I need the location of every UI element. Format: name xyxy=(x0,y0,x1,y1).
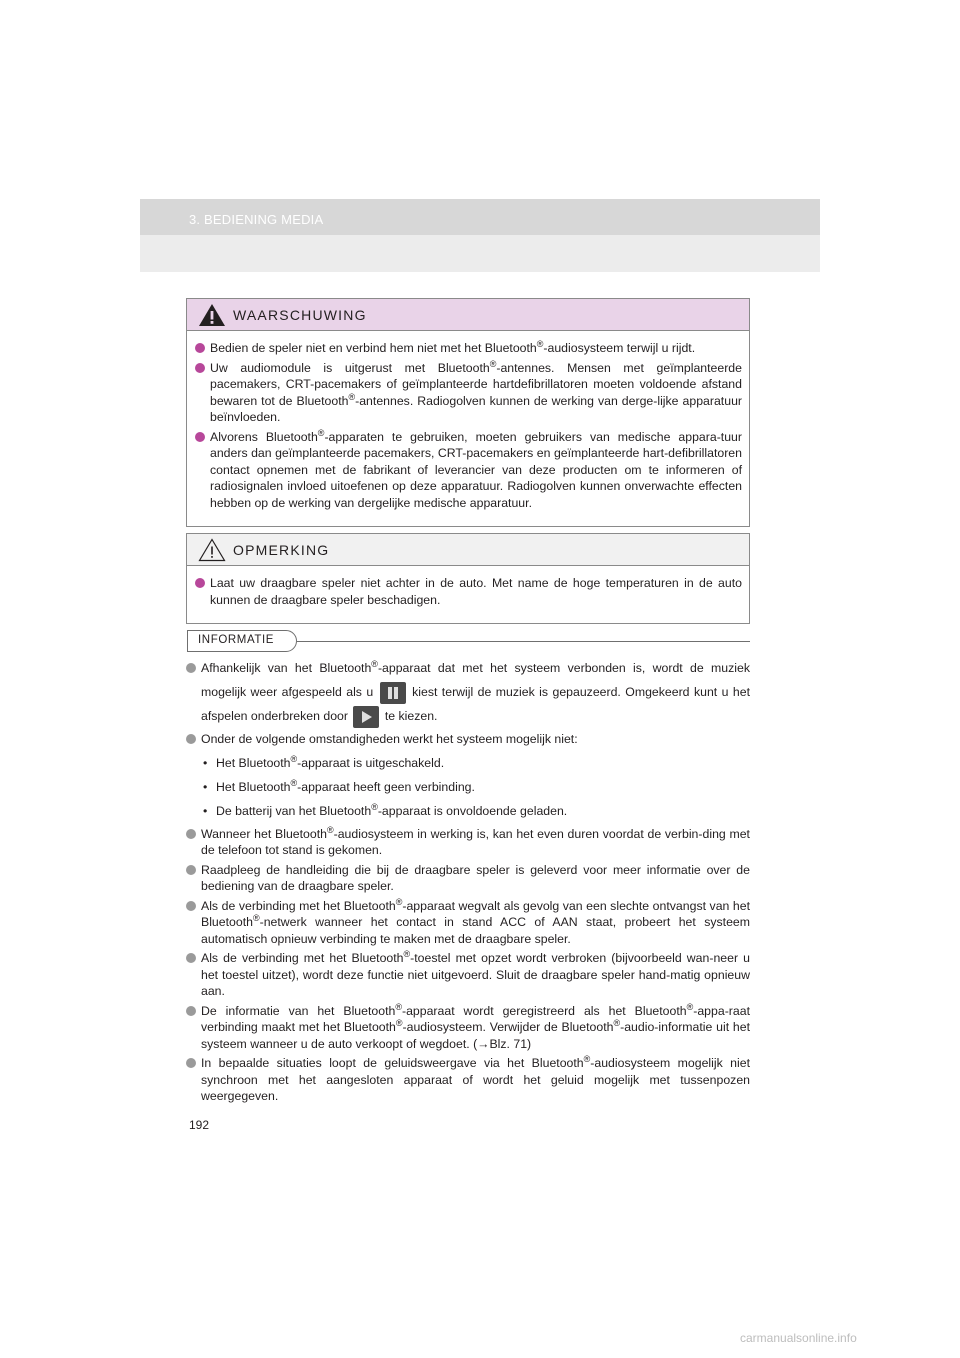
info-divider xyxy=(297,641,750,642)
caution-triangle-icon xyxy=(198,538,226,562)
bullet-icon xyxy=(195,432,205,442)
info-subitem: • De batterij van het Bluetooth®-apparaat is onvoldoende geladen. xyxy=(203,801,568,818)
bullet-icon xyxy=(195,578,205,588)
info-item: Wanneer het Bluetooth®-audiosysteem in werking is, kan het even duren voordat de verbin-ding met de telefoon tot stand is gekomen. xyxy=(186,826,750,859)
bullet-icon xyxy=(186,865,196,875)
warning-triangle-icon xyxy=(198,303,226,327)
warning-title: WAARSCHUWING xyxy=(233,307,367,323)
warning-header xyxy=(187,299,749,331)
info-item: Onder de volgende omstandigheden werkt het systeem mogelijk niet: xyxy=(186,731,750,748)
bullet-icon xyxy=(186,953,196,963)
info-item: De informatie van het Bluetooth®-apparaat wordt geregistreerd als het Bluetooth®-appa-raat verbinding maakt met het Bluetooth®-audiosysteem. Verwijder de Bluetooth®-audio-informatie uit het systeem wanneer u de auto verkoopt of wegdoet. (→Blz. 71) xyxy=(186,1003,750,1053)
info-item: Raadpleeg de handleiding die bij de draagbare speler is geleverd voor meer informatie over de bediening van de draagbare speler. xyxy=(186,862,750,895)
bullet-icon xyxy=(186,901,196,911)
info-item: Afhankelijk van het Bluetooth®-apparaat dat met het systeem verbonden is, wordt de muziek mogelijk weer afgespeeld als u kiest terwijl de muziek is gepauzeerd. Omgekeerd kunt u het afspelen onderbreken door te kiezen. xyxy=(186,656,750,728)
info-item: Als de verbinding met het Bluetooth®-apparaat wegvalt als gevolg van een slechte ontvangst van het Bluetooth®-netwerk wanneer het contact in stand ACC of AAN staat, probeert het systeem automatisch opnieuw verbinding te maken met de draagbare speler. xyxy=(186,898,750,948)
watermark: carmanualsonline.info xyxy=(740,1331,857,1345)
notice-box xyxy=(186,533,750,624)
info-item: Als de verbinding met het Bluetooth®-toestel met opzet wordt verbroken (bijvoorbeeld wan-neer u het toestel uitzet), wordt deze functie niet uitgevoerd. Sluit de draagbare speler hand-matig opnieuw aan. xyxy=(186,950,750,1000)
warning-box xyxy=(186,298,750,527)
play-button-icon xyxy=(353,706,379,728)
bullet-icon xyxy=(186,663,196,673)
info-subitem: • Het Bluetooth®-apparaat is uitgeschakeld. xyxy=(203,753,445,770)
info-subitem: • Het Bluetooth®-apparaat heeft geen verbinding. xyxy=(203,777,475,794)
bullet-icon xyxy=(195,343,205,353)
bullet-icon xyxy=(186,734,196,744)
bullet-icon xyxy=(186,1006,196,1016)
info-section xyxy=(186,656,750,1108)
bullet-icon xyxy=(186,829,196,839)
notice-header xyxy=(187,534,749,566)
pause-button-icon xyxy=(380,682,406,704)
warning-item: Bedien de speler niet en verbind hem niet met het Bluetooth®-audiosysteem terwijl u rijdt. xyxy=(195,340,742,357)
warning-item: Uw audiomodule is uitgerust met Bluetooth®-antennes. Mensen met geïmplanteerde pacemakers, CRT-pacemakers of geïmplanteerde hartdefibrillatoren moeten voldoende afstand bewaren tot de Bluetooth®-antennes. Radiogolven kunnen de werking van derge-lijke apparatuur beïnvloeden. xyxy=(195,360,742,426)
section-title: 3. BEDIENING MEDIA xyxy=(189,212,324,227)
bullet-icon xyxy=(195,363,205,373)
info-item: In bepaalde situaties loopt de geluidsweergave via het Bluetooth®-audiosysteem mogelijk niet synchroon met het aangesloten apparaat of wordt het geluid mogelijk met tussenpozen weergegeven. xyxy=(186,1055,750,1105)
warning-item: Alvorens Bluetooth®-apparaten te gebruiken, moeten gebruikers van medische appara-tuur anders dan geïmplanteerde pacemakers, CRT-pacemakers en geïmplanteerde hart-defibrillatoren contact opnemen met de fabrikant of leverancier van deze producten om te informeren of radiosignalen invloed uitoefenen op deze apparatuur. Radiogolven kunnen onverwachte effecten hebben op de werking van dergelijke medische apparatuur. xyxy=(195,429,742,512)
notice-title: OPMERKING xyxy=(233,542,330,558)
bullet-icon xyxy=(186,1058,196,1068)
notice-body xyxy=(187,566,749,623)
info-tab: INFORMATIE xyxy=(187,630,297,652)
page-number: 192 xyxy=(189,1118,210,1132)
warning-body xyxy=(187,331,749,526)
notice-item: Laat uw draagbare speler niet achter in de auto. Met name de hoge temperaturen in de auto kunnen de draagbare speler beschadigen. xyxy=(195,575,742,608)
